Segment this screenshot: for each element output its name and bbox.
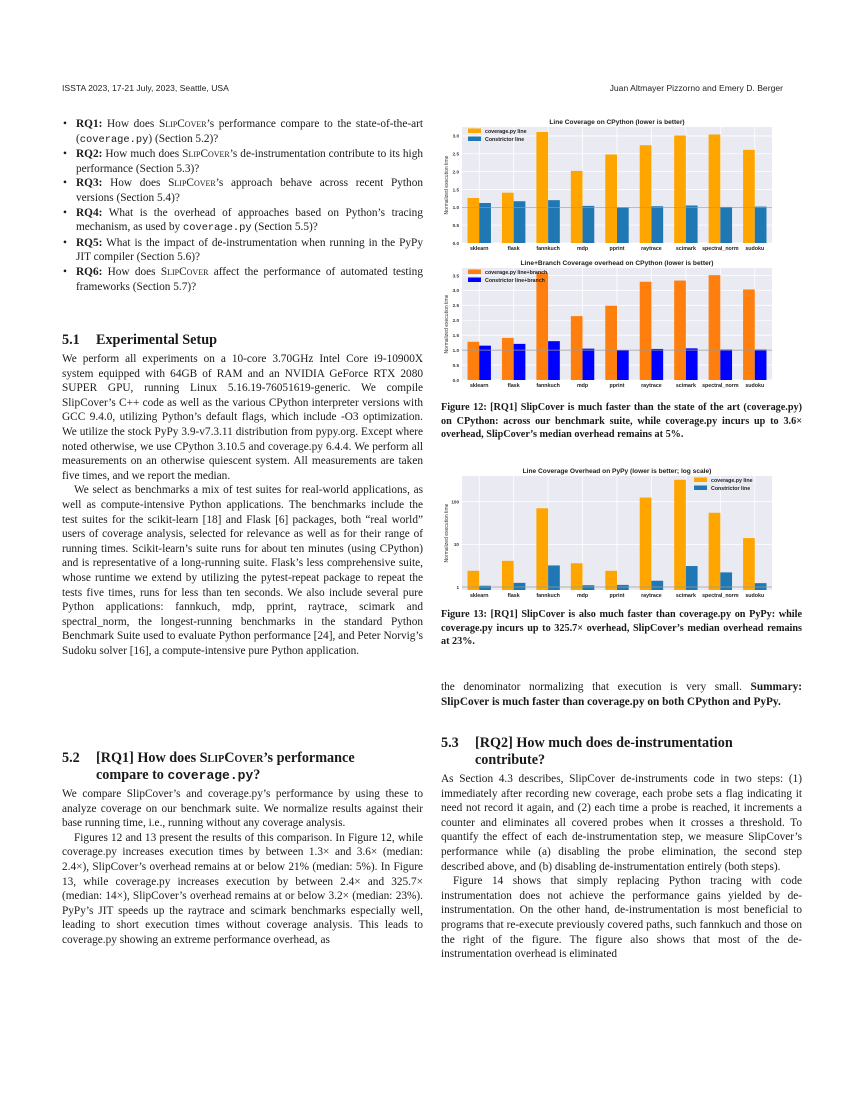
y-tick-label: 1.5: [452, 333, 459, 338]
bar: [755, 350, 767, 380]
x-tick-label: spectral_norm: [702, 383, 739, 389]
running-header-right: Juan Altmayer Pizzorno and Emery D. Berger: [609, 83, 783, 93]
bar: [514, 583, 526, 590]
bar: [651, 349, 663, 380]
chart-title: Line Coverage Overhead on PyPy (lower is better; log scale): [522, 468, 712, 475]
bar: [640, 498, 652, 590]
y-tick-label: 2.5: [452, 303, 459, 309]
bar: [502, 193, 514, 243]
bar: [674, 480, 686, 590]
chart-title: Line Coverage on CPython (lower is better): [549, 119, 685, 126]
bar: [502, 338, 514, 380]
left-column: [62, 117, 423, 294]
x-tick-label: sudoku: [745, 246, 765, 252]
bar: [709, 275, 721, 380]
y-tick-label: 2.0: [452, 169, 459, 175]
section-heading: 5.2 [RQ1] How does SlipCover’s performance compare to coverage.py?: [62, 750, 355, 783]
x-tick-label: raytrace: [641, 593, 662, 599]
y-tick-label: 2.5: [452, 151, 459, 157]
y-tick-label: 3.5: [452, 273, 459, 279]
bar: [571, 316, 583, 380]
bar: [583, 206, 595, 243]
rq-item: • RQ6: How does SlipCover affect the performance of automated testing frameworks (Section 5.7)?: [62, 265, 423, 294]
x-tick-label: flask: [507, 383, 520, 389]
bar: [548, 565, 560, 590]
paragraph: As Section 4.3 describes, SlipCover de-instruments code in two steps: (1) immediately after recording new coverage, each probe sets a flag indicating it need not record it again, and (2) each time a probe is reached, it increments a counter and eliminates all covered probes when it crosses a threshold. To quantify the effect of each de-instrumentation step, we measure SlipCover’s performance while (a) disabling the probe elimination, the second step described above, and (b) disabling de-instrumentation entirely (both steps).: [441, 773, 802, 873]
research-questions-list: [62, 117, 423, 294]
x-tick-label: scimark: [675, 593, 696, 599]
rq-item: • RQ5: What is the impact of de-instrumentation when running in the PyPy JIT compiler (Section 5.6)?: [62, 236, 423, 265]
bar: [479, 346, 491, 380]
paragraph: Figure 14 shows that simply replacing Python tracing with code instrumentation does not achieve the performance gains yielded by de-instrumentation. On the other hand, de-instrumentation is most beneficial to programs that re-execute previously covered paths, such fannkuch and those on the right of the figure. The figure also shows that most of the de-instrumentation overhead is eliminated: [441, 875, 802, 961]
figure-12-caption: Figure 12: [RQ1] SlipCover is much faster than the state of the art (coverage.py) on CPython: across our benchmark suite, while coverage.py incurs up to 3.6× overhead, SlipCover’s median overhead remains at 5%.: [441, 402, 802, 441]
x-tick-label: fannkuch: [536, 593, 560, 599]
y-tick-label: 10: [453, 542, 459, 548]
section-5-1: [62, 332, 423, 658]
x-tick-label: sklearn: [469, 246, 489, 252]
legend-swatch: [468, 270, 481, 275]
x-tick-label: spectral_norm: [702, 593, 739, 599]
y-axis-label: Normalized execution time: [444, 294, 450, 354]
bar: [686, 348, 698, 380]
x-tick-label: sudoku: [745, 593, 765, 599]
rq-item: • RQ2: How much does SlipCover’s de-instrumentation contribute to its high performance (Section 5.3)?: [62, 147, 423, 176]
y-tick-label: 0.5: [452, 362, 459, 368]
y-axis-label: Normalized execution time: [444, 503, 450, 563]
y-tick-label: 0.0: [452, 377, 459, 383]
legend-label: Constrictor line: [485, 137, 525, 143]
legend-swatch: [468, 137, 481, 142]
x-tick-label: pprint: [609, 383, 625, 389]
bar: [468, 198, 480, 243]
x-tick-label: flask: [507, 593, 520, 599]
x-tick-label: fannkuch: [536, 383, 560, 389]
legend-swatch: [694, 478, 707, 483]
paragraph: We compare SlipCover’s and coverage.py’s performance by using these to analyze coverage on our benchmark suite. We normalize results against their base running time, i.e., running without any coverage analysis.: [62, 788, 423, 830]
bar: [686, 206, 698, 243]
x-tick-label: flask: [507, 246, 520, 252]
y-tick-label: 2.0: [452, 318, 459, 324]
bar: [617, 350, 629, 380]
bar: [548, 200, 560, 243]
bar: [617, 208, 629, 243]
bar: [674, 281, 686, 380]
x-tick-label: mdp: [576, 246, 589, 252]
chart-title: Line+Branch Coverage overhead on CPython (lower is better): [520, 260, 714, 267]
bar: [583, 585, 595, 590]
bar: [640, 282, 652, 380]
bar: [651, 581, 663, 590]
chart-line-coverage-cpython: [441, 117, 786, 257]
bar: [755, 207, 767, 243]
y-tick-label: 0.0: [452, 240, 459, 246]
x-tick-label: pprint: [609, 246, 625, 252]
legend-label: coverage.py line+branch: [485, 270, 548, 276]
legend-label: Constrictor line+branch: [485, 278, 545, 284]
bar: [720, 350, 732, 380]
bar: [571, 171, 583, 243]
paragraph: We perform all experiments on a 10-core 3.70GHz Intel Core i9-10900X system equipped with 64GB of RAM and an NVIDIA GeForce RTX 2080 SUPER GPU, running Linux 5.16.19-76051619-generic. We compile SlipCover’s C++ code as well as the various CPython interpreter versions with GCC 9.4.0, utilizing Python’s default flags, which include -O3 optimization. We utilize the stock PyPy 3.9-v7.3.11 distribution from pypy.org. Except where noted otherwise, we use CPython 3.10.5 and coverage.py 6.4.4. We perform all measurements on an otherwise quiescent system. All measurements are taken five times, and we report the median.: [62, 353, 423, 482]
bar: [536, 272, 548, 380]
bar: [479, 586, 491, 590]
bar: [605, 306, 617, 380]
bar: [468, 342, 480, 380]
y-tick-label: 1.0: [452, 205, 459, 211]
bar: [720, 207, 732, 243]
x-tick-label: raytrace: [641, 383, 662, 389]
x-tick-label: scimark: [675, 246, 696, 252]
section-5-3: [441, 735, 802, 962]
y-tick-label: 100: [451, 499, 459, 505]
chart-line-coverage-pypy: [441, 466, 786, 604]
bar: [571, 563, 583, 590]
bar: [536, 132, 548, 243]
x-tick-label: sklearn: [469, 383, 489, 389]
paragraph: Figures 12 and 13 present the results of this comparison. In Figure 12, while coverage.py increases execution times by between 1.3× and 3.6× (median: 2.4×), SlipCover’s overhead remains at or below 21% (median: 5%). In Figure 13, while coverage.py increases execution by between 2.4× and 325.7× (median: 14×), SlipCover’s overhead remains at or below 3.2× (median: 23%). PyPy’s JIT speeds up the raytrace and scimark benchmarks especially well, leading to short execution times without coverage analysis. This leads to coverage.py showing an extreme performance overhead, as: [62, 831, 423, 946]
rq-item: • RQ1: How does SlipCover’s performance compare to the state-of-the-art (coverage.py) (Section 5.2)?: [62, 117, 423, 147]
y-tick-label: 1: [456, 584, 459, 590]
legend-label: coverage.py line: [485, 129, 527, 135]
bar: [674, 136, 686, 243]
chart-line-branch-coverage-cpython: [441, 258, 786, 394]
section-5-2: [62, 750, 423, 948]
bar-chart: [441, 258, 786, 394]
y-axis-label: Normalized execution time: [444, 155, 450, 215]
bar: [720, 572, 732, 590]
x-tick-label: mdp: [576, 593, 589, 599]
bar: [640, 145, 652, 243]
bar: [686, 566, 698, 590]
x-tick-label: sklearn: [469, 593, 489, 599]
y-tick-label: 3.0: [452, 133, 459, 139]
bar: [502, 561, 514, 590]
bar: [548, 341, 560, 380]
bar-chart: [441, 117, 786, 257]
x-tick-label: scimark: [675, 383, 696, 389]
bar: [536, 508, 548, 590]
bar: [709, 513, 721, 590]
section-heading: 5.1 Experimental Setup: [62, 332, 217, 348]
bar: [743, 290, 755, 380]
bar-chart: [441, 466, 786, 604]
bar: [755, 583, 767, 590]
paragraph: the denominator normalizing that execution is very small. Summary: SlipCover is much faster than coverage.py on both CPython and PyPy.: [441, 681, 803, 708]
section-heading: 5.3 [RQ2] How much does de-instrumentation contribute?: [441, 735, 733, 768]
rq-item: • RQ3: How does SlipCover’s approach behave across recent Python versions (Section 5.4)?: [62, 176, 423, 205]
legend-swatch: [468, 129, 481, 134]
running-header-left: ISSTA 2023, 17-21 July, 2023, Seattle, USA: [62, 83, 229, 93]
rq-item: • RQ4: What is the overhead of approaches based on Python’s tracing mechanism, as used by coverage.py (Section 5.5)?: [62, 206, 423, 236]
y-tick-label: 1.0: [452, 347, 459, 353]
y-tick-label: 0.5: [452, 222, 459, 228]
paragraph: We select as benchmarks a mix of test suites for real-world applications, as well as compute-intensive Python applications. The benchmarks include the test suites for the scikit-learn [18] and Flask [6] packages, both “real world” users of coverage analysis, selected for relevance as well as for their range of running times. Scikit-learn’s suite runs for about ten minutes (using CPython) and is representative of a long-running suite. Flask’s less comprehensive suite, whose runtime we extend by utilizing the pytest-repeat package to repeat the tests five times, runs for less than ten seconds. We also include several pure Python applications: fannkuch, mdp, pprint, raytrace, scimark and spectral_norm, the longest-running benchmarks in the standard Python Benchmark Suite used to evaluate Python performance [24], and Peter Norvig’s Sudoku solver [16], a compute-intensive pure Python application.: [62, 484, 423, 657]
bar: [605, 154, 617, 243]
x-tick-label: spectral_norm: [702, 246, 739, 252]
section-5-2-continued: [441, 680, 802, 709]
y-tick-label: 3.0: [452, 288, 459, 294]
bar: [583, 349, 595, 380]
legend-label: Constrictor line: [711, 486, 751, 492]
x-tick-label: sudoku: [745, 383, 765, 389]
bar: [617, 585, 629, 590]
x-tick-label: pprint: [609, 593, 625, 599]
x-tick-label: mdp: [576, 383, 589, 389]
legend-swatch: [694, 486, 707, 491]
legend-label: coverage.py line: [711, 478, 753, 484]
x-tick-label: raytrace: [641, 246, 662, 252]
bar: [651, 206, 663, 243]
figure-13-caption: Figure 13: [RQ1] SlipCover is also much faster than coverage.py on PyPy: while coverage.py incurs up to 325.7× overhead, SlipCover’s median overhead remains at 23%.: [441, 609, 802, 648]
legend-swatch: [468, 278, 481, 283]
bar: [479, 203, 491, 243]
y-tick-label: 1.5: [452, 187, 459, 193]
bar: [743, 150, 755, 243]
x-tick-label: fannkuch: [536, 246, 560, 252]
bar: [743, 538, 755, 590]
bar: [514, 344, 526, 380]
bar: [709, 134, 721, 243]
